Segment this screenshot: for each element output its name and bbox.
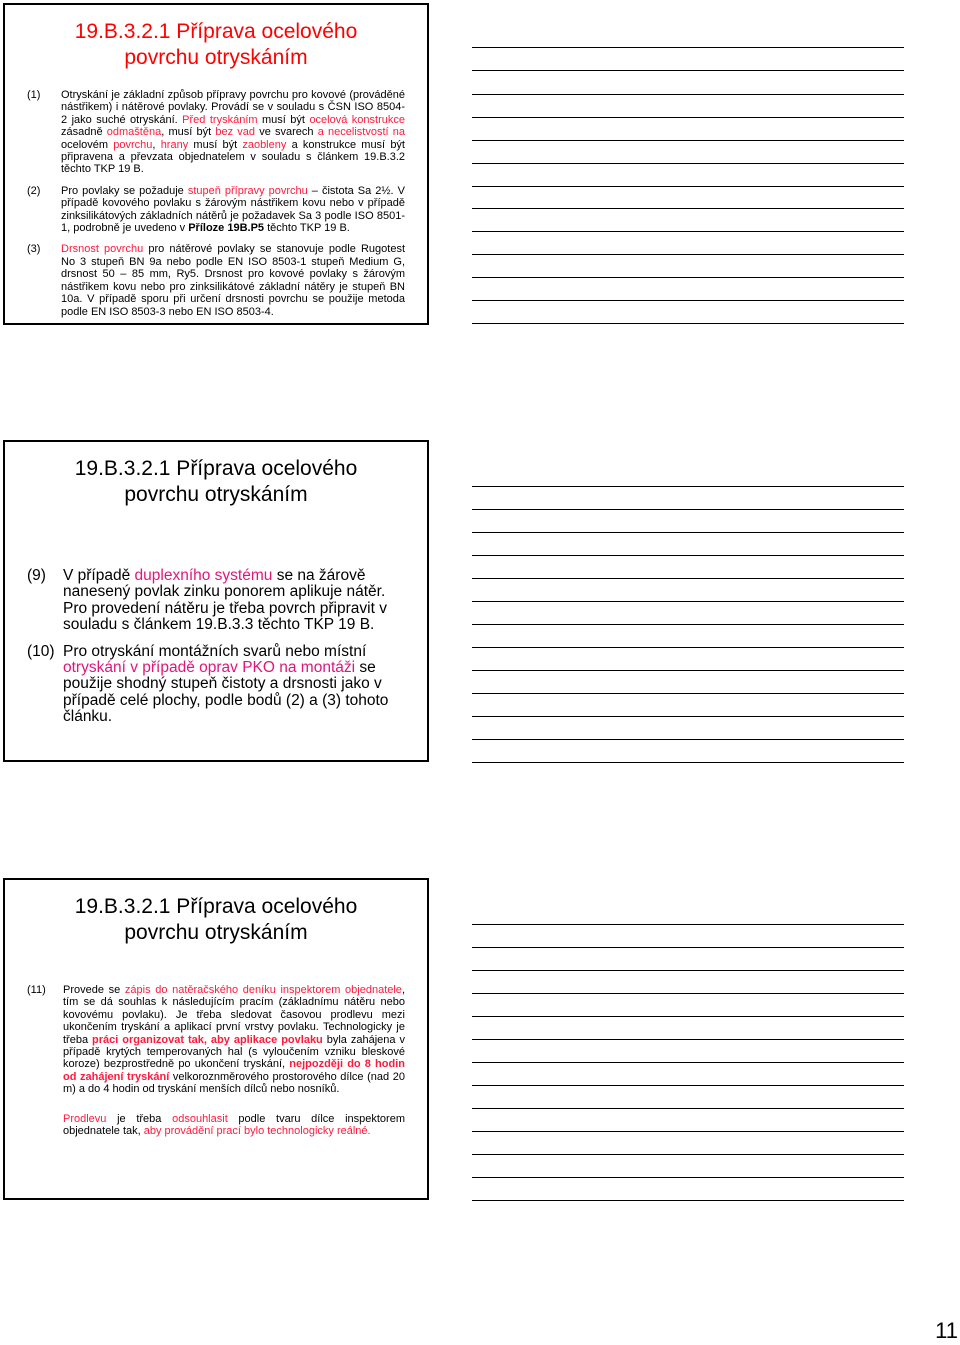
- text-segment: se použije shodný stupeň čistoty a drsnosti jako v případě celé plochy, podle bodů (2) a (3) tohoto článku.: [63, 659, 389, 726]
- text-segment: otryskání v případě oprav PKO na montáži: [63, 659, 356, 677]
- note-line: [472, 693, 904, 694]
- text-segment: Otryskání je základní způsob přípravy povrchu pro kovové (prováděné nástřikem) i nátěrové povlaky. Provádí se v souladu s ČSN ISO 8504-2 jako suché otryskání.: [61, 89, 405, 126]
- text-segment: odsouhlasit: [172, 1112, 228, 1125]
- note-line: [472, 300, 904, 301]
- text-segment: , tím se dá souhlas k následujícím pracím (základnímu nátěru nebo kovovému povlaku). Je třeba sledovat časovou prodlevu mezi ukončením tryskání a aplikací první vrstvy povlaku. Technologicky je třeba: [63, 984, 405, 1046]
- text-segment: V případě: [63, 567, 135, 584]
- note-line: [472, 601, 904, 602]
- slide-2: [3, 440, 429, 762]
- note-line: [472, 208, 904, 209]
- text-segment: je třeba: [106, 1112, 173, 1125]
- paragraph: [27, 644, 405, 726]
- text-segment: Drsnost povrchu: [61, 243, 144, 256]
- note-line: [472, 947, 904, 948]
- paragraph-number: (10): [27, 642, 55, 660]
- note-line: [472, 670, 904, 671]
- text-segment: a konstrukce musí být připravena a převzata objednatelem v souladu s článkem 19.B.3.2 těchto TKP 19 B.: [61, 138, 405, 176]
- paragraph: [27, 89, 405, 176]
- text-segment: Před tryskáním: [182, 113, 258, 126]
- text-segment: duplexního systému: [134, 567, 273, 584]
- note-line: [472, 532, 904, 533]
- page-number: 11: [935, 1318, 958, 1343]
- text-segment: práci organizovat tak, aby aplikace povlaku: [92, 1033, 323, 1046]
- slide-title: [5, 456, 427, 508]
- slide-title-line-1: 19.B.3.2.1 Příprava ocelového: [74, 895, 358, 918]
- paragraph: [27, 185, 405, 235]
- note-line: [472, 1062, 904, 1063]
- note-line: [472, 509, 904, 510]
- text-segment: bez vad: [215, 126, 256, 139]
- text-segment: odmaštěna: [106, 126, 162, 139]
- text-segment: zaobleny: [242, 138, 287, 151]
- text-segment: podle tvaru dílce inspektorem objednatele tak,: [63, 1112, 405, 1138]
- note-line: [472, 70, 904, 71]
- note-line: [472, 1016, 904, 1017]
- note-line: [472, 94, 904, 95]
- text-segment: Pro povlaky se požaduje: [61, 184, 188, 197]
- paragraph-number: (1): [27, 89, 41, 101]
- note-line: [472, 555, 904, 556]
- text-segment: Příloze 19B.P5: [188, 222, 265, 235]
- text-segment: se na žárově nanesený povlak zinku ponorem aplikuje nátěr. Pro provedení nátěru je třeba povrch připravit v souladu s článkem 19.B.3.3 těchto TKP 19 B.: [63, 567, 387, 634]
- note-line: [472, 739, 904, 740]
- text-segment: těchto TKP 19 B.: [264, 222, 350, 235]
- paragraph-number: (11): [27, 984, 46, 996]
- text-segment: Pro otryskání montážních svarů nebo místní: [63, 642, 367, 660]
- note-line: [472, 1154, 904, 1155]
- text-segment: stupeň přípravy povrchu: [187, 184, 308, 197]
- note-line: [472, 163, 904, 164]
- text-segment: – čistota Sa 2½. V případě kovového povlaku s žárovým nástřikem kovu nebo v případě zinksilikátových základních nátěrů je požadavek Sa 3 podle ISO 8501-1, podrobně je uvedeno v: [61, 184, 405, 235]
- text-segment: povrchu: [113, 138, 153, 151]
- slide-body: [27, 89, 405, 318]
- note-line: [472, 486, 904, 487]
- paragraph: [27, 243, 405, 317]
- text-segment: nejpozději do 8 hodin od zahájení tryskání: [63, 1058, 405, 1083]
- slide-title-line-2: povrchu otryskáním: [124, 921, 308, 944]
- text-segment: , musí být: [161, 126, 216, 139]
- text-segment: byla zahájena v případě krytých temperovaných hal (s vyloučením vzniku bleskové koroze) bezprostředně po ukončení tryskání,: [63, 1033, 405, 1071]
- slide-title-line-1: 19.B.3.2.1 Příprava ocelového: [74, 20, 358, 43]
- note-line: [472, 970, 904, 971]
- text-segment: ve svarech: [255, 126, 318, 139]
- note-line: [472, 186, 904, 187]
- note-line: [472, 1177, 904, 1178]
- slide-title-line-1: 19.B.3.2.1 Příprava ocelového: [74, 457, 358, 480]
- note-line: [472, 231, 904, 232]
- paragraph: [27, 1113, 405, 1138]
- slide-title: [5, 894, 427, 946]
- paragraph-number: (9): [27, 567, 46, 584]
- note-line: [472, 578, 904, 579]
- text-segment: musí být: [257, 113, 310, 126]
- note-line: [472, 117, 904, 118]
- slide-1: [3, 3, 429, 325]
- note-line: [472, 277, 904, 278]
- note-line: [472, 762, 904, 763]
- text-segment: hrany: [160, 138, 189, 151]
- text-segment: aby provádění prací bylo technologicky reálné.: [143, 1125, 371, 1138]
- note-line: [472, 47, 904, 48]
- note-line: [472, 254, 904, 255]
- text-segment: pro nátěrové povlaky se stanovuje podle Rugotest No 3 stupeň BN 9a nebo podle EN ISO 8503-1 stupeň Medium G, drsnost 50 – 85 mm, Ry5. Drsnost pro kovové povlaky s žárovým nástřikem kovu nebo pro zinksilikátové základní nátěry je stupeň BN 10a. V případě sporu při určení drsnosti povrchu se použije metoda podle EN ISO 8503-3 nebo EN ISO 8503-4.: [61, 243, 405, 318]
- text-segment: Provede se: [63, 984, 125, 996]
- note-line: [472, 1131, 904, 1132]
- text-segment: zápis do natěračského deníku inspektorem objednatele: [124, 984, 402, 996]
- slide-body: [27, 984, 405, 1137]
- paragraph-number: (2): [27, 184, 41, 197]
- note-line: [472, 624, 904, 625]
- text-segment: musí být: [188, 138, 243, 151]
- slide-3: [3, 878, 429, 1200]
- note-line: [472, 647, 904, 648]
- slide-title: [5, 19, 427, 71]
- note-line: [472, 716, 904, 717]
- text-segment: Prodlevu: [63, 1112, 107, 1125]
- text-segment: ocelovém: [61, 138, 114, 151]
- slide-title-line-2: povrchu otryskáním: [124, 483, 308, 506]
- note-line: [472, 323, 904, 324]
- paragraph: [27, 984, 405, 1096]
- text-segment: velkoroznměrového prostorového dílce (nad 20 m) a do 4 hodin od tryskání menších dílců nebo nosníků.: [63, 1070, 405, 1096]
- slide-title-line-2: povrchu otryskáním: [124, 46, 308, 69]
- text-segment: zásadně: [61, 126, 107, 139]
- note-line: [472, 924, 904, 925]
- note-line: [472, 993, 904, 994]
- paragraph-number: (3): [27, 243, 41, 256]
- note-line: [472, 1085, 904, 1086]
- slide-body: [27, 568, 405, 726]
- note-line: [472, 1039, 904, 1040]
- text-segment: ,: [152, 138, 161, 151]
- text-segment: a necelistvostí na: [317, 126, 405, 139]
- note-line: [472, 1200, 904, 1201]
- paragraph: [27, 568, 405, 634]
- note-line: [472, 1108, 904, 1109]
- note-line: [472, 140, 904, 141]
- text-segment: ocelová konstrukce: [309, 113, 405, 126]
